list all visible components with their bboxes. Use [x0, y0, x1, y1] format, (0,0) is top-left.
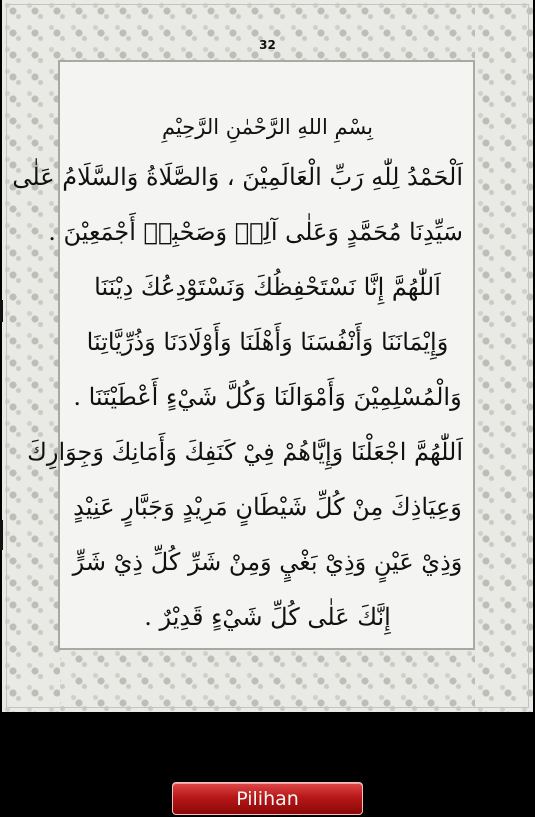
- options-menu-button[interactable]: Pilihan: [172, 782, 363, 815]
- prayer-line: اَللّٰهُمَّ إِنَّا نَسْتَحْفِظُكَ وَنَسْتَوْدِعُكَ دِيْنَنَا: [94, 273, 441, 301]
- prayer-line: وَإِيْمَانَنَا وَأَنْفُسَنَا وَأَهْلَنَا وَأَوْلَادَنَا وَذُرِّيَّاتِنَا: [86, 328, 449, 356]
- prayer-line: وَذِيْ عَيْنٍ وَذِيْ بَغْيٍ وَمِنْ شَرِّ كُلِّ ذِيْ شَرٍّ: [72, 548, 463, 576]
- page-edge-mark: [0, 300, 3, 322]
- page-number: 32: [259, 38, 276, 52]
- ornamental-border-bottom: [2, 648, 533, 712]
- prayer-line: وَالْمُسْلِمِيْنَ وَأَمْوَالَنَا وَكُلَّ شَيْءٍ أَعْطَيْتَنَا .: [73, 383, 462, 411]
- ornamental-border-top: [2, 0, 533, 62]
- basmala-heading: بِسْمِ اللهِ الرَّحْمٰنِ الرَّحِيْمِ: [161, 115, 374, 139]
- prayer-line: إِنَّكَ عَلٰى كُلِّ شَيْءٍ قَدِيْرٌ .: [144, 603, 391, 631]
- prayer-line: اَللّٰهُمَّ اجْعَلْنَا وَإِيَّاهُمْ فِيْ كَنَفِكَ وَأَمَانِكَ وَجِوَارِكَ: [27, 438, 463, 466]
- book-page[interactable]: [2, 0, 533, 712]
- page-edge-mark: [0, 520, 3, 550]
- prayer-text: [12, 110, 463, 645]
- prayer-line: وَعِيَاذِكَ مِنْ كُلِّ شَيْطَانٍ مَرِيْدٍ وَجَبَّارٍ عَنِيْدٍ: [73, 493, 462, 521]
- ornamental-border-left: [2, 0, 60, 712]
- prayer-line: اَلْحَمْدُ لِلّٰهِ رَبِّ الْعَالَمِيْنَ ، وَالصَّلَاةُ وَالسَّلَامُ عَلٰى: [12, 163, 463, 191]
- prayer-line: سَيِّدِنَا مُحَمَّدٍ وَعَلٰى آلِهٖ وَصَحْبِهٖ أَجْمَعِيْنَ .: [48, 218, 463, 246]
- ornamental-border-right: [475, 0, 533, 712]
